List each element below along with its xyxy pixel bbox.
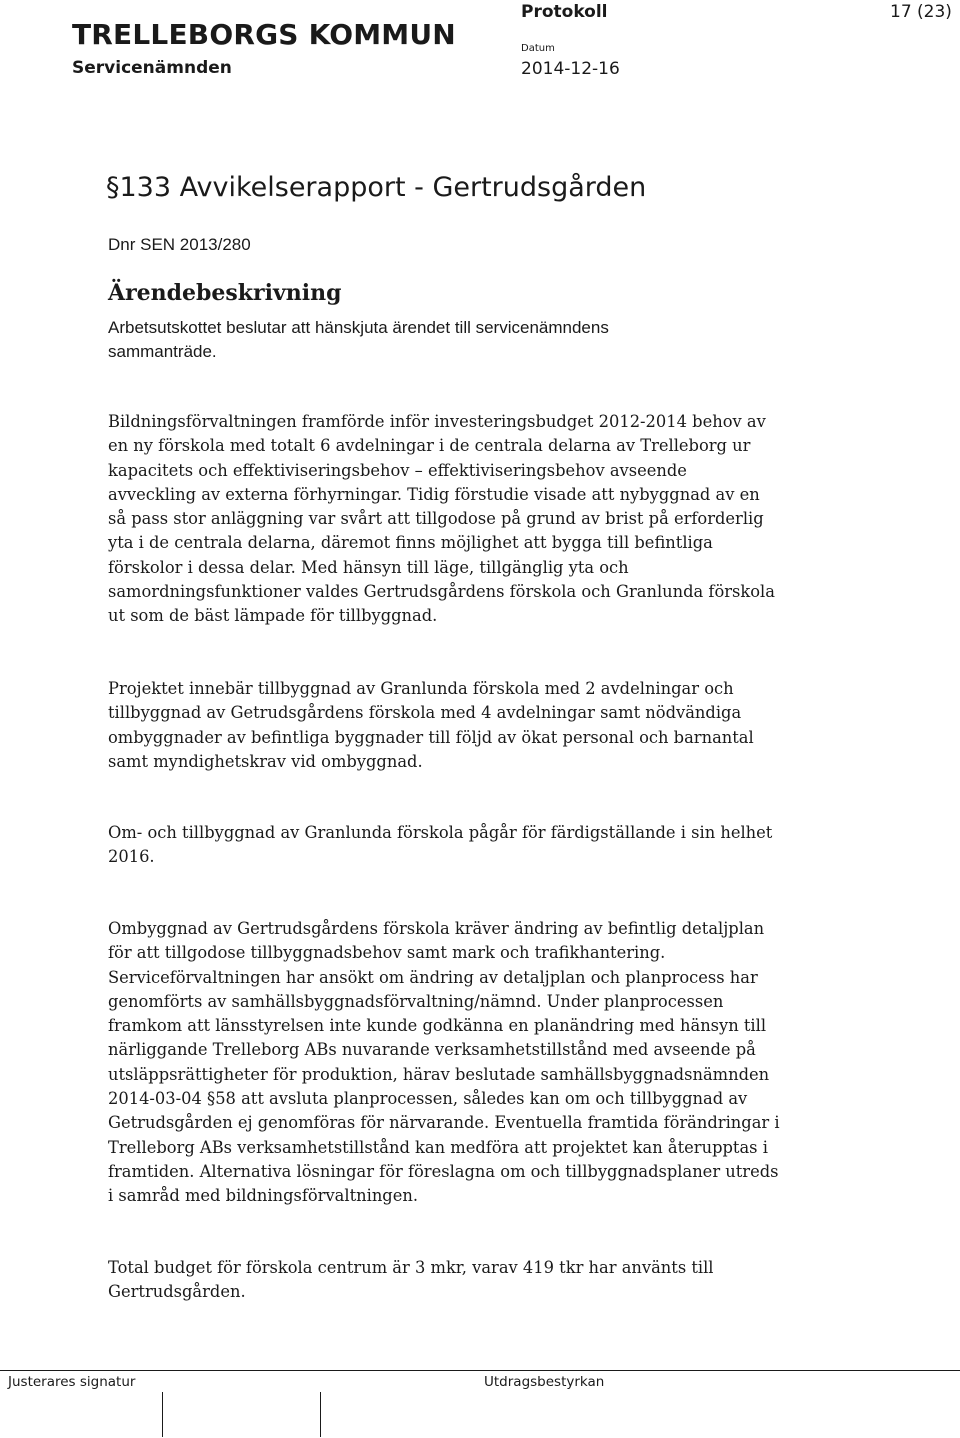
text-line: samordningsfunktioner valdes Gertrudsgårdens förskola och Granlunda förskola <box>108 582 775 602</box>
extract-certification-label: Utdragsbestyrkan <box>484 1374 605 1390</box>
footer-divider <box>0 1370 960 1371</box>
text-line: en ny förskola med totalt 6 avdelningar i de centrala delarna av Trelleborg ur <box>108 436 751 456</box>
page-number: 17 (23) <box>890 2 952 22</box>
text-line: ut som de bäst lämpade för tillbyggnad. <box>108 606 438 626</box>
text-line: ombyggnader av befintliga byggnader till följd av ökat personal och barnantal <box>108 727 754 747</box>
date-label: Datum <box>521 43 555 54</box>
diary-number: Dnr SEN 2013/280 <box>108 235 251 254</box>
text-line: framtiden. Alternativa lösningar för föreslagna om och tillbyggnadsplaner utreds <box>108 1161 779 1181</box>
text-line: genomförts av samhällsbyggnadsförvaltning/nämnd. Under planprocessen <box>108 991 724 1011</box>
text-line: så pass stor anläggning var svårt att tillgodose på grund av brist på erforderlig <box>108 509 764 529</box>
text-line: 2014-03-04 §58 att avsluta planprocessen, således kan om och tillbyggnad av <box>108 1089 748 1109</box>
text-line: tillbyggnad av Getrudsgårdens förskola med 4 avdelningar samt nödvändiga <box>108 703 742 723</box>
signature-label: Justerares signatur <box>8 1374 136 1390</box>
text-line: sammanträde. <box>108 342 217 362</box>
signature-box-divider <box>162 1392 163 1437</box>
signature-box-divider <box>320 1392 321 1437</box>
text-line: Projektet innebär tillbyggnad av Granlunda förskola med 2 avdelningar och <box>108 679 734 698</box>
section-title: §133 Avvikelserapport - Gertrudsgården <box>106 172 647 203</box>
organization-name: TRELLEBORGS KOMMUN <box>72 18 456 51</box>
text-line: Getrudsgården ej genomföras för närvarande. Eventuella framtida förändringar i <box>108 1113 780 1133</box>
case-description-heading: Ärendebeskrivning <box>108 280 342 306</box>
text-line: Trelleborg ABs verksamhetstillstånd kan medföra att projektet kan återupptas i <box>108 1137 768 1157</box>
paragraph-intro <box>108 316 828 365</box>
board-name: Servicenämnden <box>72 58 232 78</box>
text-line: samt myndighetskrav vid ombyggnad. <box>108 751 423 771</box>
text-line: avveckling av externa förhyrningar. Tidig förstudie visade att nybyggnad av en <box>108 484 760 504</box>
paragraph-ombyggnad <box>108 917 828 1209</box>
text-line: Total budget för förskola centrum är 3 mkr, varav 419 tkr har använts till <box>108 1258 714 1277</box>
paragraph-granlunda <box>108 821 828 870</box>
text-line: Gertrudsgården. <box>108 1282 246 1302</box>
paragraph-budget <box>108 1256 828 1305</box>
text-line: närliggande Trelleborg ABs nuvarande verksamhetstillstånd med avseende på <box>108 1040 756 1060</box>
document-type: Protokoll <box>521 2 608 22</box>
text-line: i samråd med bildningsförvaltningen. <box>108 1186 419 1206</box>
text-line: kapacitets och effektiviseringsbehov – effektiviseringsbehov avseende <box>108 460 687 480</box>
text-line: yta i de centrala delarna, däremot finns möjlighet att bygga till befintliga <box>108 533 713 553</box>
text-line: Bildningsförvaltningen framförde inför investeringsbudget 2012-2014 behov av <box>108 412 766 431</box>
text-line: Ombyggnad av Gertrudsgårdens förskola kräver ändring av befintlig detaljplan <box>108 919 765 938</box>
text-line: för att tillgodose tillbyggnadsbehov samt mark och trafikhantering. <box>108 943 666 963</box>
text-line: framkom att länsstyrelsen inte kunde godkänna en planändring med hänsyn till <box>108 1016 767 1036</box>
paragraph-projekt <box>108 677 828 774</box>
document-date: 2014-12-16 <box>521 59 620 79</box>
text-line: Arbetsutskottet beslutar att hänskjuta ärendet till servicenämndens <box>108 318 609 337</box>
text-line: Serviceförvaltningen har ansökt om ändring av detaljplan och planprocess har <box>108 967 758 987</box>
text-line: 2016. <box>108 847 155 867</box>
paragraph-bildning <box>108 410 828 629</box>
text-line: utsläppsrättigheter för produktion, härav beslutade samhällsbyggnadsnämnden <box>108 1064 770 1084</box>
text-line: förskolor i dessa delar. Med hänsyn till läge, tillgänglig yta och <box>108 557 629 577</box>
text-line: Om- och tillbyggnad av Granlunda förskola pågår för färdigställande i sin helhet <box>108 823 773 842</box>
